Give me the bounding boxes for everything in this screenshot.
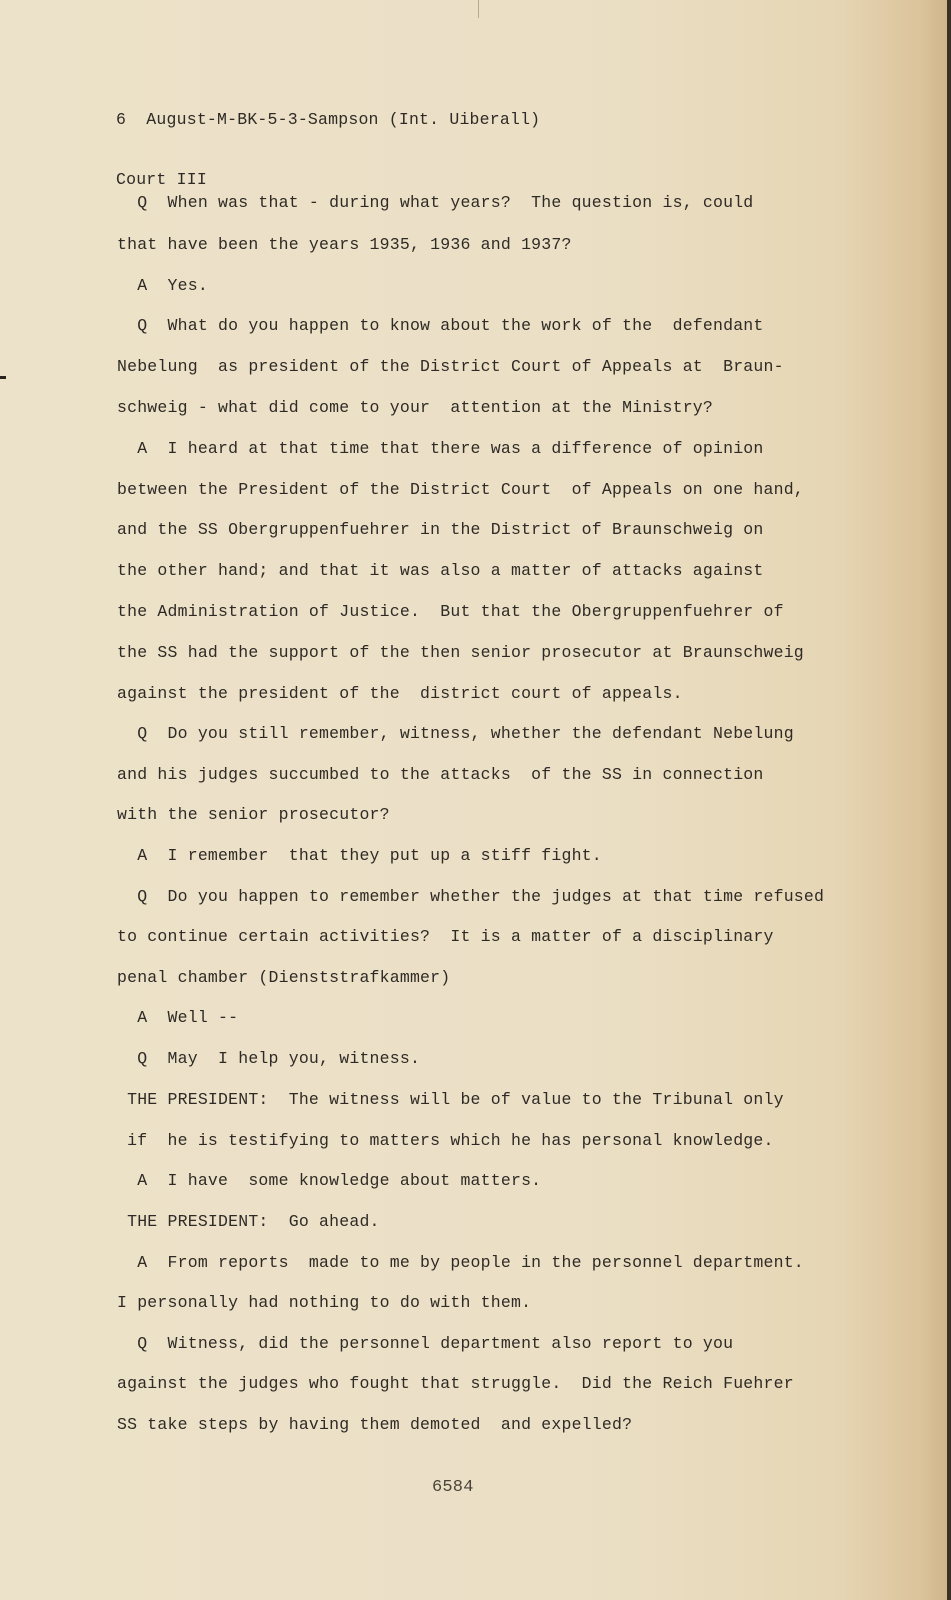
header-line-1: 6 August-M-BK-5-3-Sampson (Int. Uiberall) [116, 110, 541, 129]
transcript-line: Q Do you still remember, witness, whether the defendant Nebelung [117, 724, 794, 743]
transcript-line: Q Witness, did the personnel department also report to you [117, 1334, 734, 1353]
page-number: 6584 [432, 1478, 474, 1497]
transcript-line: and the SS Obergruppenfuehrer in the District of Braunschweig on [117, 520, 764, 539]
top-crease-mark [478, 0, 479, 18]
transcript-line: the Administration of Justice. But that the Obergruppenfuehrer of [117, 602, 784, 621]
transcript-line: Nebelung as president of the District Court of Appeals at Braun- [117, 357, 784, 376]
transcript-line: with the senior prosecutor? [117, 805, 390, 824]
transcript-line: the SS had the support of the then senior prosecutor at Braunschweig [117, 643, 804, 662]
transcript-line: between the President of the District Court of Appeals on one hand, [117, 480, 804, 499]
transcript-line: Q Do you happen to remember whether the judges at that time refused [117, 887, 825, 906]
transcript-line: A I have some knowledge about matters. [117, 1171, 542, 1190]
transcript-line: SS take steps by having them demoted and expelled? [117, 1415, 633, 1434]
transcript-line: that have been the years 1935, 1936 and 1937? [117, 235, 572, 254]
transcript-line: and his judges succumbed to the attacks of the SS in connection [117, 765, 764, 784]
transcript-line: A From reports made to me by people in the personnel department. [117, 1253, 804, 1272]
transcript-line: the other hand; and that it was also a matter of attacks against [117, 561, 764, 580]
left-edge-mark [0, 376, 6, 379]
transcript-line: penal chamber (Dienststrafkammer) [117, 968, 451, 987]
transcript-line: Q May I help you, witness. [117, 1049, 421, 1068]
transcript-line: Q When was that - during what years? The question is, could [117, 193, 754, 212]
transcript-line: if he is testifying to matters which he has personal knowledge. [117, 1131, 774, 1150]
transcript-line: THE PRESIDENT: Go ahead. [117, 1212, 380, 1231]
transcript-line: against the president of the district court of appeals. [117, 684, 683, 703]
transcript-line: A Well -- [117, 1008, 239, 1027]
transcript-line: A Yes. [117, 276, 208, 295]
transcript-line: to continue certain activities? It is a matter of a disciplinary [117, 927, 774, 946]
transcript-line: Q What do you happen to know about the work of the defendant [117, 316, 764, 335]
header-line-2: Court III [116, 170, 207, 189]
transcript-line: schweig - what did come to your attention at the Ministry? [117, 398, 713, 417]
transcript-line: against the judges who fought that struggle. Did the Reich Fuehrer [117, 1374, 794, 1393]
transcript-line: A I heard at that time that there was a difference of opinion [117, 439, 764, 458]
transcript-line: THE PRESIDENT: The witness will be of value to the Tribunal only [117, 1090, 784, 1109]
transcript-line: A I remember that they put up a stiff fight. [117, 846, 602, 865]
transcript-line: I personally had nothing to do with them. [117, 1293, 532, 1312]
